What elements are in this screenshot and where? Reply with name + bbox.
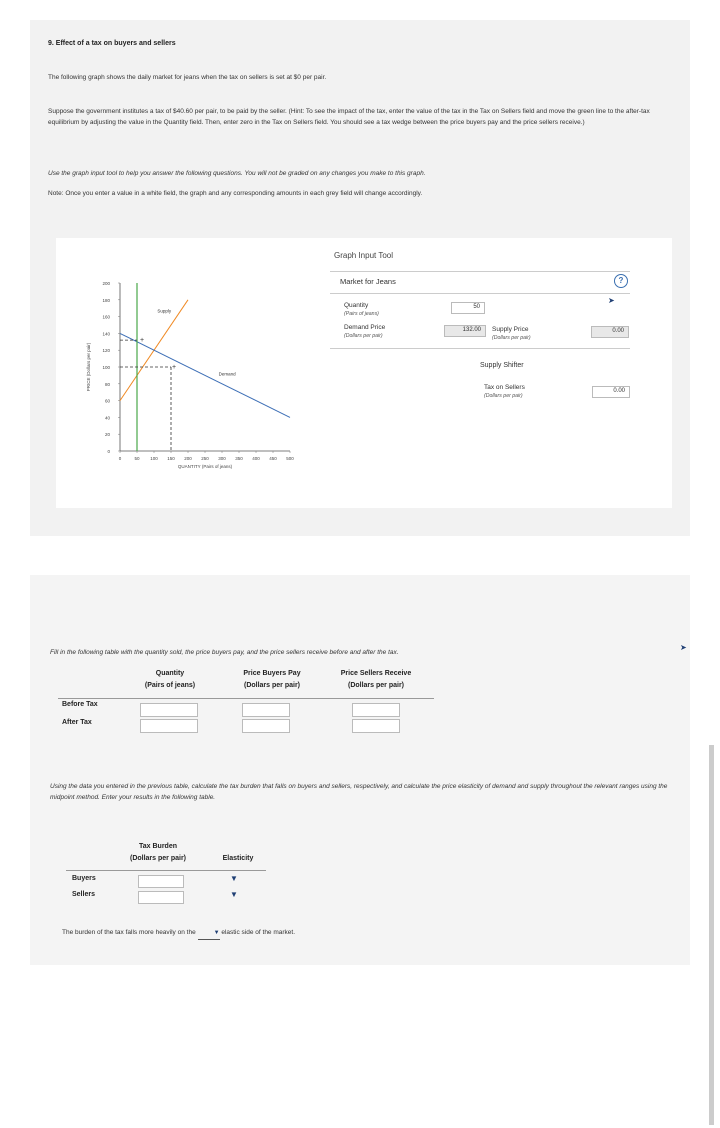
y-tick-label: 160 xyxy=(102,314,110,320)
buyers-burden-input[interactable] xyxy=(138,875,184,888)
y-tick-label: 60 xyxy=(104,398,110,404)
y-tick-label: 20 xyxy=(104,432,110,438)
tax-input[interactable]: 0.00 xyxy=(592,386,630,398)
supply-price-field: 0.00 xyxy=(591,326,629,338)
supply-shifter-title: Supply Shifter xyxy=(480,362,524,369)
y-axis-label: PRICE (Dollars per pair) xyxy=(86,342,91,392)
y-tick-label: 120 xyxy=(102,348,110,354)
note-text: Note: Once you enter a value in a white field, the graph and any corresponding amounts in each grey field will change accordingly. xyxy=(48,190,423,197)
before-sellers-price-input[interactable] xyxy=(352,703,400,717)
equilibrium-plus: + xyxy=(172,364,177,371)
table1-instruction: Fill in the following table with the quantity sold, the price buyers pay, and the price sellers receive before and after the tax. xyxy=(50,649,399,656)
demand-curve xyxy=(120,333,290,417)
intro-text: The following graph shows the daily market for jeans when the tax on sellers is set at $0 per pair. xyxy=(48,74,327,81)
supply-label: Supply xyxy=(157,308,172,314)
marker-plus: + xyxy=(140,337,145,345)
supply-price-label: Supply Price (Dollars per pair) xyxy=(492,326,531,341)
table1-col-quantity: Quantity (Pairs of jeans) xyxy=(144,670,196,689)
y-tick-label: 180 xyxy=(102,297,110,303)
sellers-burden-input[interactable] xyxy=(138,891,184,904)
question-title: 9. Effect of a tax on buyers and sellers xyxy=(48,40,176,47)
demand-price-label: Demand Price (Dollars per pair) xyxy=(344,324,386,339)
y-tick-label: 100 xyxy=(102,365,110,370)
x-tick-label: 250 xyxy=(201,456,209,461)
market-title: Market for Jeans xyxy=(340,277,396,286)
instruction-text: Suppose the government institutes a tax of $40.60 per pair, to be paid by the seller. (Hint: To see the impact of the tax, enter the value of the tax in the Tax on Sellers field and move the green line to the after-tax equilibrium by adjusting the value in the Quantity field. Then, enter zero in the Tax on Sellers field. You should see a tax wedge between the price buyers pay and the price sellers receive.) xyxy=(48,108,650,126)
y-tick-label: 40 xyxy=(104,415,110,421)
demand-price-field: 132.00 xyxy=(444,325,486,337)
divider xyxy=(330,271,630,272)
x-tick-label: 400 xyxy=(252,456,260,461)
y-tick-label: 140 xyxy=(102,331,110,337)
x-tick-label: 450 xyxy=(269,456,277,461)
question-panel xyxy=(30,20,690,536)
x-tick-label: 0 xyxy=(118,456,122,461)
table2-col-burden: Tax Burden (Dollars per pair) xyxy=(129,843,186,862)
x-tick-label: 50 xyxy=(134,456,140,461)
cursor-icon: ➤ xyxy=(680,643,687,652)
row-after-tax: After Tax xyxy=(62,719,92,726)
after-quantity-input[interactable] xyxy=(140,719,198,733)
supply-demand-chart[interactable] xyxy=(56,238,294,488)
x-tick-label: 300 xyxy=(218,456,226,461)
table2-rule xyxy=(66,870,266,871)
quantity-input[interactable]: 50 xyxy=(451,302,485,314)
table1-col-buyers: Price Buyers Pay (Dollars per pair) xyxy=(243,670,301,689)
after-buyers-price-input[interactable] xyxy=(242,719,290,733)
y-tick-label: 80 xyxy=(104,381,110,387)
tax-label: Tax on Sellers (Dollars per pair) xyxy=(484,384,525,399)
buyers-elasticity-dropdown[interactable]: ▼ xyxy=(230,874,238,883)
graph-area xyxy=(56,238,672,508)
x-tick-label: 200 xyxy=(184,456,192,461)
before-buyers-price-input[interactable] xyxy=(242,703,290,717)
row-sellers: Sellers xyxy=(72,891,95,898)
table1-col-sellers: Price Sellers Receive (Dollars per pair) xyxy=(340,670,412,689)
divider xyxy=(330,293,630,294)
x-tick-label: 500 xyxy=(286,456,294,461)
divider xyxy=(330,348,630,349)
cursor-icon: ➤ xyxy=(608,296,615,305)
tool-note-text: Use the graph input tool to help you answer the following questions. You will not be graded on any changes you make to this graph. xyxy=(48,170,426,177)
page-scrollbar[interactable] xyxy=(709,745,714,1125)
x-tick-label: 350 xyxy=(235,456,243,461)
tables-panel xyxy=(30,575,690,965)
table2-col-elasticity: Elasticity xyxy=(222,855,254,862)
after-sellers-price-input[interactable] xyxy=(352,719,400,733)
help-icon[interactable]: ? xyxy=(614,274,628,288)
quantity-label: Quantity (Pairs of jeans) xyxy=(344,302,379,317)
y-tick-label: 0 xyxy=(107,449,110,454)
row-buyers: Buyers xyxy=(72,875,96,882)
table2-instruction: Using the data you entered in the previous table, calculate the tax burden that falls on buyers and sellers, respectively, and calculate the price elasticity of demand and supply throughout the relevant ranges using the midpoint method. Enter your results in the following table. xyxy=(50,783,668,801)
x-tick-label: 150 xyxy=(167,456,175,461)
sellers-elasticity-dropdown[interactable]: ▼ xyxy=(230,890,238,899)
y-tick-label: 200 xyxy=(102,281,110,286)
row-before-tax: Before Tax xyxy=(62,701,98,708)
final-sentence: The burden of the tax falls more heavily on the ▼ elastic side of the market. xyxy=(62,927,482,940)
x-axis-label: QUANTITY (Pairs of jeans) xyxy=(177,464,233,469)
table1-rule xyxy=(58,698,434,699)
market-side-dropdown[interactable]: ▼ xyxy=(198,928,220,940)
demand-label: Demand xyxy=(218,371,236,377)
graph-tool-title: Graph Input Tool xyxy=(334,251,394,260)
x-tick-label: 100 xyxy=(150,456,158,461)
before-quantity-input[interactable] xyxy=(140,703,198,717)
